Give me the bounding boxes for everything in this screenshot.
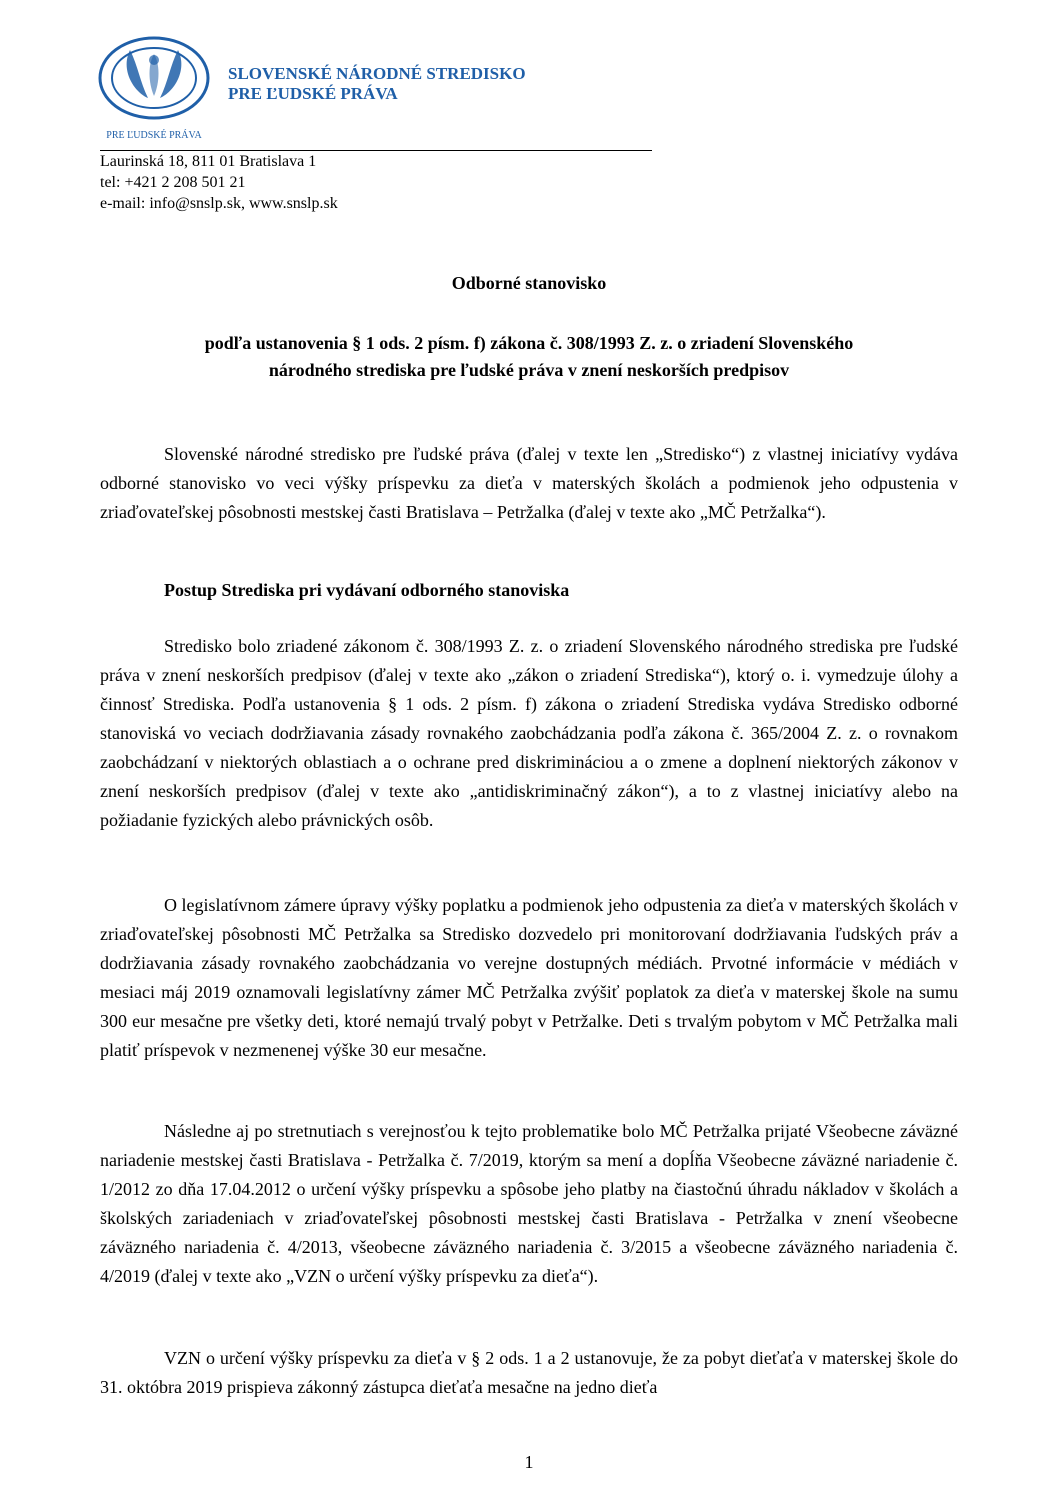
email-web: e-mail: info@snslp.sk, www.snslp.sk	[100, 195, 338, 212]
contact-block	[100, 151, 338, 214]
document-subtitle	[100, 330, 958, 384]
paragraph-intro: Slovenské národné stredisko pre ľudské práva (ďalej v texte len „Stredisko“) z vlastnej iniciatívy vydáva odborné stanovisko vo veci výšky príspevku za dieťa v materských školách a podmienok jeho odpustenia v zriaďovateľskej pôsobnosti mestskej časti Bratislava – Petržalka (ďalej v texte ako „MČ Petržalka“).	[100, 444, 958, 522]
paragraph-regulation: Následne aj po stretnutiach s verejnosťou k tejto problematike bolo MČ Petržalka prijaté Všeobecne záväzné nariadenie mestskej časti Bratislava - Petržalka č. 7/2019, ktorým sa mení a dopĺňa Všeobecne záväzné nariadenie č. 1/2012 zo dňa 17.04.2012 o určení výšky príspevku a spôsobe jeho platby na čiastočnú úhradu nákladov v školách a školských zariadeniach v zriaďovateľskej pôsobnosti mestskej časti Bratislava - Petržalka v znení všeobecne záväzného nariadenia č. 4/2013, všeobecne záväzného nariadenia č. 3/2015 a všeobecne záväzného nariadenia č. 4/2019 (ďalej v texte ako „VZN o určení výšky príspevku za dieťa“).	[100, 1121, 958, 1286]
section-heading: Postup Strediska pri vydávaní odborného stanoviska	[164, 580, 570, 600]
organization-logo	[90, 30, 218, 146]
document-subtitle-line2: národného strediska pre ľudské práva v znení neskorších predpisov	[268, 360, 790, 380]
document-title: Odborné stanovisko	[451, 273, 607, 293]
document-subtitle-line1: podľa ustanovenia § 1 ods. 2 písm. f) zákona č. 308/1993 Z. z. o zriadení Slovenského	[204, 333, 854, 353]
organization-name	[228, 64, 526, 104]
paragraph-vzn-provision: VZN o určení výšky príspevku za dieťa v § 2 ods. 1 a 2 ustanovuje, že za pobyt dieťaťa v materskej škole do 31. októbra 2019 prispieva zákonný zástupca dieťaťa mesačne na jedno dieťa	[100, 1348, 958, 1397]
phone: tel: +421 2 208 501 21	[100, 174, 246, 191]
logo-emblem	[90, 30, 218, 146]
paragraph-legislative-intent: O legislatívnom zámere úpravy výšky poplatku a podmienok jeho odpustenia za dieťa v materských školách v zriaďovateľskej pôsobnosti MČ Petržalka sa Stredisko dozvedelo pri monitorovaní dodržiavania ľudských práv a dodržiavania zásady rovnakého zaobchádzania vo verejne dostupných médiách. Prvotné informácie v médiách v mesiaci máj 2019 oznamovali legislatívny zámer MČ Petržalka zvýšiť poplatok za dieťa v materskej škole na sumu 300 eur mesačne pre všetky deti, ktoré nemajú trvalý pobyt v Petržalke. Deti s trvalým pobytom v MČ Petržalka mali platiť príspevok v nezmenenej výške 30 eur mesačne.	[100, 895, 958, 1060]
organization-name-line1: SLOVENSKÉ NÁRODNÉ STREDISKO	[228, 64, 526, 83]
organization-name-line2: PRE ĽUDSKÉ PRÁVA	[228, 84, 398, 103]
svg-text:PRE ĽUDSKÉ PRÁVA: PRE ĽUDSKÉ PRÁVA	[106, 130, 202, 141]
page-number: 1	[524, 1452, 534, 1472]
paragraph-legal-basis: Stredisko bolo zriadené zákonom č. 308/1993 Z. z. o zriadení Slovenského národného strediska pre ľudské práva v znení neskorších predpisov (ďalej v texte ako „zákon o zriadení Strediska“), ktorý o. i. vymedzuje úlohy a činnosť Strediska. Podľa ustanovenia § 1 ods. 2 písm. f) zákona o zriadení Strediska vydáva Stredisko odborné stanoviská vo veciach dodržiavania zásady rovnakého zaobchádzania podľa zákona č. 365/2004 Z. z. o rovnakom zaobchádzaní v niektorých oblastiach a o ochrane pred diskrimináciou a o zmene a doplnení niektorých zákonov v znení neskorších predpisov (ďalej v texte ako „antidiskriminačný zákon“), a to z vlastnej iniciatívy alebo na požiadanie fyzických alebo právnických osôb.	[100, 636, 958, 830]
address: Laurinská 18, 811 01 Bratislava 1	[100, 153, 317, 170]
